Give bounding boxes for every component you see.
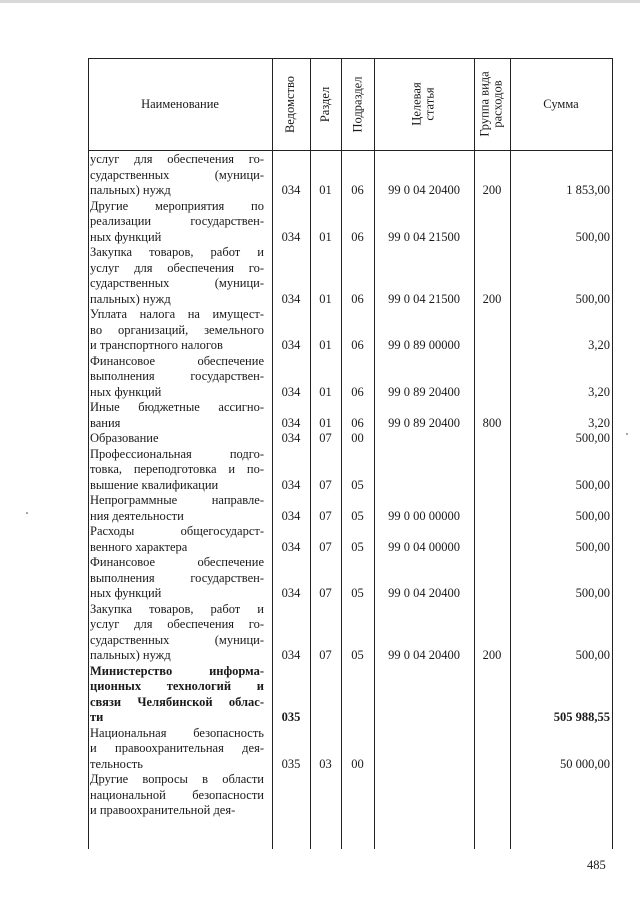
table-row [88, 726, 613, 773]
row-name [90, 245, 264, 307]
header-razdel-cell [310, 58, 341, 150]
header-summa-cell [510, 58, 612, 150]
header-vedomstvo-cell [272, 58, 310, 150]
row-gruppa: 200 [482, 183, 502, 197]
row-vedomstvo: 034 [281, 384, 301, 399]
row-name-line: услуг для обеспечения го- [90, 260, 264, 275]
row-podrazdel: 00 [351, 431, 364, 445]
row-vedomstvo: 034 [281, 183, 301, 197]
row-name-line: связи Челябинской облас- [90, 694, 264, 709]
row-summa: 500,00 [575, 291, 610, 306]
row-vedomstvo: 034 [281, 648, 301, 662]
row-gruppa: 200 [482, 648, 502, 662]
header-celevaya-cell [374, 58, 474, 150]
row-summa: 500,00 [575, 586, 610, 600]
row-vedomstvo: 034 [281, 415, 301, 430]
row-name-line: Профессиональная подго- [90, 446, 264, 461]
row-summa: 500,00 [575, 539, 610, 554]
row-vedomstvo: 034 [281, 431, 301, 445]
row-name-line: Уплата налога на имущест- [90, 307, 264, 321]
table-row [88, 524, 613, 555]
row-vedomstvo: 034 [281, 586, 301, 600]
table-row [88, 199, 613, 246]
row-name-line: реализации государствен- [90, 214, 264, 228]
row-name-line: венного характера [90, 539, 188, 554]
row-name-line: Иные бюджетные ассигно- [90, 400, 264, 414]
row-podrazdel: 06 [351, 291, 364, 306]
row-celevaya: 99 0 04 20400 [388, 586, 460, 600]
row-name-line: во организаций, земельного [90, 322, 264, 337]
table-row [88, 664, 613, 726]
row-vedomstvo: 034 [281, 291, 301, 306]
row-vedomstvo: 034 [281, 229, 301, 244]
row-vedomstvo: 034 [281, 508, 301, 523]
row-name-line: товка, переподготовка и по- [90, 462, 264, 476]
row-podrazdel: 06 [351, 183, 364, 197]
row-name [90, 152, 264, 199]
row-razdel: 07 [319, 586, 332, 600]
row-vedomstvo: 034 [281, 477, 301, 492]
header-podrazdel: Подраздел [350, 76, 364, 132]
row-name-line: Образование [90, 431, 159, 445]
row-razdel: 07 [319, 648, 332, 662]
row-name [90, 431, 264, 447]
row-celevaya: 99 0 89 20400 [388, 384, 460, 399]
row-podrazdel: 00 [351, 756, 364, 771]
header-vedomstvo: Ведомство [283, 75, 298, 133]
header-name: Наименование [141, 96, 219, 111]
row-summa: 3,20 [588, 384, 610, 399]
row-summa: 3,20 [588, 338, 610, 352]
row-name-line: и транспортного налогов [90, 338, 223, 352]
table-row [88, 354, 613, 401]
row-razdel: 01 [319, 415, 332, 430]
table-row [88, 152, 613, 199]
row-name-line: Расходы общегосударст- [90, 524, 264, 538]
row-name [90, 555, 264, 602]
row-name-line: Другие мероприятия по [90, 198, 264, 213]
header-summa: Сумма [543, 96, 579, 111]
scan-speck [26, 512, 28, 514]
row-name-line: национальной безопасности [90, 787, 264, 802]
row-celevaya: 99 0 04 20400 [388, 648, 460, 662]
row-name-line: сударственных (муници- [90, 276, 264, 290]
row-podrazdel: 05 [351, 648, 364, 662]
page-number: 485 [587, 858, 606, 872]
row-name-line: выполнения государствен- [90, 369, 264, 383]
row-name-line: ционных технологий и [90, 679, 264, 693]
row-name [90, 664, 264, 726]
row-name-line: ния деятельности [90, 508, 184, 523]
row-summa: 50 000,00 [560, 756, 610, 771]
header-name-cell [88, 58, 272, 150]
row-name [90, 307, 264, 354]
row-vedomstvo: 035 [281, 710, 301, 724]
header-gruppa [479, 71, 505, 136]
row-summa: 500,00 [575, 648, 610, 662]
row-name [90, 400, 264, 431]
scan-speck [626, 433, 628, 435]
row-podrazdel: 06 [351, 415, 364, 430]
row-name-line: Закупка товаров, работ и [90, 601, 264, 616]
row-name-line: ти [90, 710, 104, 724]
row-celevaya: 99 0 04 00000 [388, 539, 460, 554]
row-name-line: Финансовое обеспечение [90, 353, 264, 368]
row-razdel: 01 [319, 338, 332, 352]
header-bottom-border [88, 150, 613, 151]
row-name [90, 354, 264, 401]
row-name-line: услуг для обеспечения го- [90, 617, 264, 631]
row-razdel: 01 [319, 291, 332, 306]
row-name-line: Министерство информа- [90, 663, 264, 678]
row-name [90, 602, 264, 664]
row-razdel: 01 [319, 384, 332, 399]
row-summa: 1 853,00 [566, 183, 610, 197]
row-name-line: сударственных (муници- [90, 167, 264, 182]
row-podrazdel: 06 [351, 229, 364, 244]
row-podrazdel: 06 [351, 384, 364, 399]
table-row [88, 493, 613, 524]
table-row [88, 431, 613, 447]
row-vedomstvo: 034 [281, 539, 301, 554]
table-row [88, 602, 613, 664]
row-podrazdel: 06 [351, 338, 364, 352]
header-gruppa-cell [474, 58, 510, 150]
row-name [90, 772, 264, 819]
row-name-line: Другие вопросы в области [90, 772, 264, 786]
row-summa: 3,20 [588, 415, 610, 430]
row-name-line: Непрограммные направле- [90, 493, 264, 507]
row-razdel: 03 [319, 756, 332, 771]
row-vedomstvo: 035 [281, 756, 301, 771]
row-summa: 500,00 [575, 508, 610, 523]
table-row [88, 245, 613, 307]
row-celevaya: 99 0 04 21500 [388, 291, 460, 306]
row-summa: 500,00 [575, 431, 610, 445]
row-razdel: 07 [319, 431, 332, 445]
table-row [88, 307, 613, 354]
row-name-line: услуг для обеспечения го- [90, 152, 264, 166]
header-celevaya-line: статья [423, 87, 437, 121]
row-podrazdel: 05 [351, 508, 364, 523]
row-gruppa: 200 [482, 291, 502, 306]
row-razdel: 07 [319, 477, 332, 492]
budget-table [88, 58, 613, 849]
table-row [88, 447, 613, 494]
header-gruppa-line: Группа вида [478, 71, 493, 137]
row-podrazdel: 05 [351, 586, 364, 600]
row-celevaya: 99 0 00 00000 [388, 508, 460, 523]
row-razdel: 07 [319, 508, 332, 523]
row-name-line: пальных) нужд [90, 183, 171, 197]
row-name-line: Закупка товаров, работ и [90, 245, 264, 259]
header-celevaya-line: Целевая [410, 82, 424, 126]
row-name-line: Национальная безопасность [90, 725, 264, 740]
row-name-line: и правоохранительная дея- [90, 741, 264, 755]
row-name-line: выполнения государствен- [90, 570, 264, 585]
row-name [90, 726, 264, 773]
table-row [88, 555, 613, 602]
row-gruppa: 800 [482, 415, 502, 430]
row-celevaya: 99 0 89 20400 [388, 415, 460, 430]
row-celevaya: 99 0 04 21500 [388, 229, 460, 244]
row-celevaya: 99 0 04 20400 [388, 183, 460, 197]
header-celevaya [411, 82, 437, 125]
row-name-line: вышение квалификации [90, 477, 219, 492]
row-name-line: ных функций [90, 229, 162, 244]
row-vedomstvo: 034 [281, 338, 301, 352]
row-summa: 505 988,55 [553, 710, 610, 724]
row-razdel: 07 [319, 539, 332, 554]
row-name-line: Финансовое обеспечение [90, 555, 264, 569]
row-name [90, 524, 264, 555]
table-row [88, 772, 613, 819]
header-razdel: Раздел [318, 86, 333, 122]
row-celevaya: 99 0 89 00000 [388, 338, 460, 352]
row-name-line: и правоохранительной дея- [90, 803, 236, 817]
row-name-line: сударственных (муници- [90, 632, 264, 647]
row-name-line: ных функций [90, 384, 162, 399]
row-summa: 500,00 [575, 477, 610, 492]
table-row [88, 400, 613, 431]
row-razdel: 01 [319, 183, 332, 197]
row-podrazdel: 05 [351, 477, 364, 492]
row-name-line: вания [90, 415, 121, 430]
row-name-line: пальных) нужд [90, 291, 171, 306]
row-razdel: 01 [319, 229, 332, 244]
row-name [90, 199, 264, 246]
header-podrazdel-cell [341, 58, 374, 150]
page-top-edge [0, 0, 640, 3]
row-name [90, 447, 264, 494]
row-name-line: тельность [90, 756, 143, 771]
row-name [90, 493, 264, 524]
row-name-line: ных функций [90, 586, 162, 600]
row-summa: 500,00 [575, 229, 610, 244]
row-name-line: пальных) нужд [90, 648, 171, 662]
header-gruppa-line: расходов [491, 80, 506, 128]
row-podrazdel: 05 [351, 539, 364, 554]
